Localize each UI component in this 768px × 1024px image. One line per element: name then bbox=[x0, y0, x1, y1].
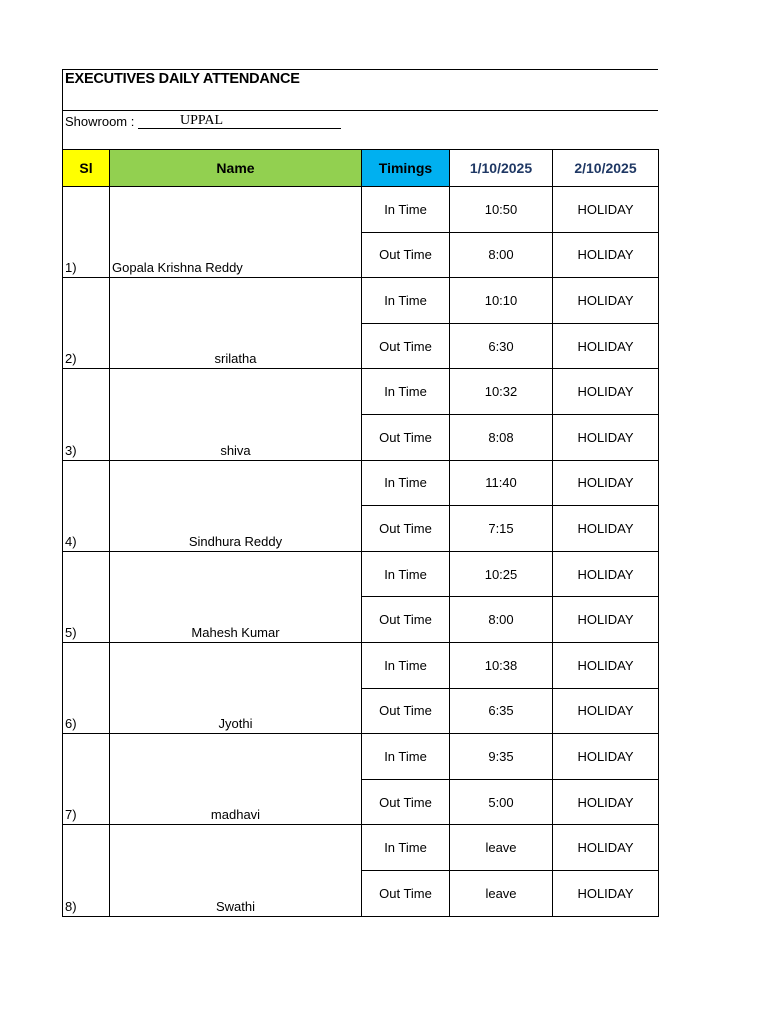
serial-number-cell: 5) bbox=[63, 551, 110, 642]
table-row bbox=[63, 825, 659, 871]
page-title: EXECUTIVES DAILY ATTENDANCE bbox=[65, 71, 300, 87]
out-time-date1-cell: 6:35 bbox=[450, 688, 553, 734]
out-time-date2-cell: HOLIDAY bbox=[553, 323, 659, 369]
in-time-date2-cell: HOLIDAY bbox=[553, 551, 659, 597]
showroom-underline bbox=[138, 128, 341, 129]
out-time-date2-cell: HOLIDAY bbox=[553, 779, 659, 825]
in-time-date2-cell: HOLIDAY bbox=[553, 825, 659, 871]
out-time-date1-cell: 8:00 bbox=[450, 597, 553, 643]
table-row bbox=[63, 369, 659, 415]
in-time-date1-cell: 10:10 bbox=[450, 278, 553, 324]
in-time-label-cell: In Time bbox=[362, 278, 450, 324]
out-time-date2-cell: HOLIDAY bbox=[553, 870, 659, 916]
in-time-label-cell: In Time bbox=[362, 642, 450, 688]
serial-number-cell: 1) bbox=[63, 187, 110, 278]
in-time-date2-cell: HOLIDAY bbox=[553, 642, 659, 688]
out-time-date2-cell: HOLIDAY bbox=[553, 414, 659, 460]
in-time-date1-cell: 10:32 bbox=[450, 369, 553, 415]
in-time-label-cell: In Time bbox=[362, 187, 450, 233]
in-time-label-cell: In Time bbox=[362, 369, 450, 415]
out-time-date1-cell: 5:00 bbox=[450, 779, 553, 825]
out-time-date1-cell: 8:08 bbox=[450, 414, 553, 460]
table-row bbox=[63, 278, 659, 324]
in-time-date1-cell: 10:38 bbox=[450, 642, 553, 688]
serial-number-cell: 7) bbox=[63, 734, 110, 825]
employee-name-cell: Mahesh Kumar bbox=[110, 551, 362, 642]
out-time-date2-cell: HOLIDAY bbox=[553, 232, 659, 278]
in-time-label-cell: In Time bbox=[362, 551, 450, 597]
serial-number-cell: 6) bbox=[63, 642, 110, 733]
out-time-date1-cell: 8:00 bbox=[450, 232, 553, 278]
header-date-1: 1/10/2025 bbox=[450, 150, 553, 187]
in-time-label-cell: In Time bbox=[362, 460, 450, 506]
table-body bbox=[63, 187, 659, 917]
table-row bbox=[63, 734, 659, 780]
table-row bbox=[63, 642, 659, 688]
employee-name-cell: Gopala Krishna Reddy bbox=[110, 187, 362, 278]
in-time-date2-cell: HOLIDAY bbox=[553, 369, 659, 415]
in-time-date2-cell: HOLIDAY bbox=[553, 278, 659, 324]
in-time-label-cell: In Time bbox=[362, 825, 450, 871]
out-time-date1-cell: 7:15 bbox=[450, 506, 553, 552]
attendance-sheet bbox=[62, 69, 658, 917]
in-time-date1-cell: 10:50 bbox=[450, 187, 553, 233]
in-time-date2-cell: HOLIDAY bbox=[553, 187, 659, 233]
employee-name-cell: madhavi bbox=[110, 734, 362, 825]
employee-name-cell: Swathi bbox=[110, 825, 362, 916]
in-time-date1-cell: 9:35 bbox=[450, 734, 553, 780]
employee-name-cell: srilatha bbox=[110, 278, 362, 369]
out-time-label-cell: Out Time bbox=[362, 323, 450, 369]
showroom-label: Showroom : bbox=[65, 114, 135, 129]
in-time-date1-cell: leave bbox=[450, 825, 553, 871]
table-row bbox=[63, 460, 659, 506]
out-time-date1-cell: leave bbox=[450, 870, 553, 916]
serial-number-cell: 2) bbox=[63, 278, 110, 369]
out-time-label-cell: Out Time bbox=[362, 870, 450, 916]
serial-number-cell: 3) bbox=[63, 369, 110, 460]
showroom-value: UPPAL bbox=[180, 113, 224, 128]
out-time-date1-cell: 6:30 bbox=[450, 323, 553, 369]
header-timings: Timings bbox=[362, 150, 450, 187]
header-name: Name bbox=[110, 150, 362, 187]
out-time-date2-cell: HOLIDAY bbox=[553, 506, 659, 552]
table-row bbox=[63, 187, 659, 233]
out-time-label-cell: Out Time bbox=[362, 414, 450, 460]
in-time-date2-cell: HOLIDAY bbox=[553, 734, 659, 780]
title-row bbox=[62, 69, 658, 110]
in-time-date1-cell: 11:40 bbox=[450, 460, 553, 506]
employee-name-cell: Jyothi bbox=[110, 642, 362, 733]
table-header-row bbox=[63, 150, 659, 187]
out-time-label-cell: Out Time bbox=[362, 232, 450, 278]
header-sl: Sl bbox=[63, 150, 110, 187]
out-time-label-cell: Out Time bbox=[362, 506, 450, 552]
employee-name-cell: Sindhura Reddy bbox=[110, 460, 362, 551]
out-time-label-cell: Out Time bbox=[362, 597, 450, 643]
out-time-label-cell: Out Time bbox=[362, 779, 450, 825]
out-time-date2-cell: HOLIDAY bbox=[553, 688, 659, 734]
employee-name-cell: shiva bbox=[110, 369, 362, 460]
in-time-label-cell: In Time bbox=[362, 734, 450, 780]
serial-number-cell: 4) bbox=[63, 460, 110, 551]
header-date-2: 2/10/2025 bbox=[553, 150, 659, 187]
out-time-date2-cell: HOLIDAY bbox=[553, 597, 659, 643]
table-row bbox=[63, 551, 659, 597]
in-time-date2-cell: HOLIDAY bbox=[553, 460, 659, 506]
attendance-table bbox=[62, 149, 659, 917]
in-time-date1-cell: 10:25 bbox=[450, 551, 553, 597]
showroom-row bbox=[62, 110, 658, 149]
out-time-label-cell: Out Time bbox=[362, 688, 450, 734]
serial-number-cell: 8) bbox=[63, 825, 110, 916]
